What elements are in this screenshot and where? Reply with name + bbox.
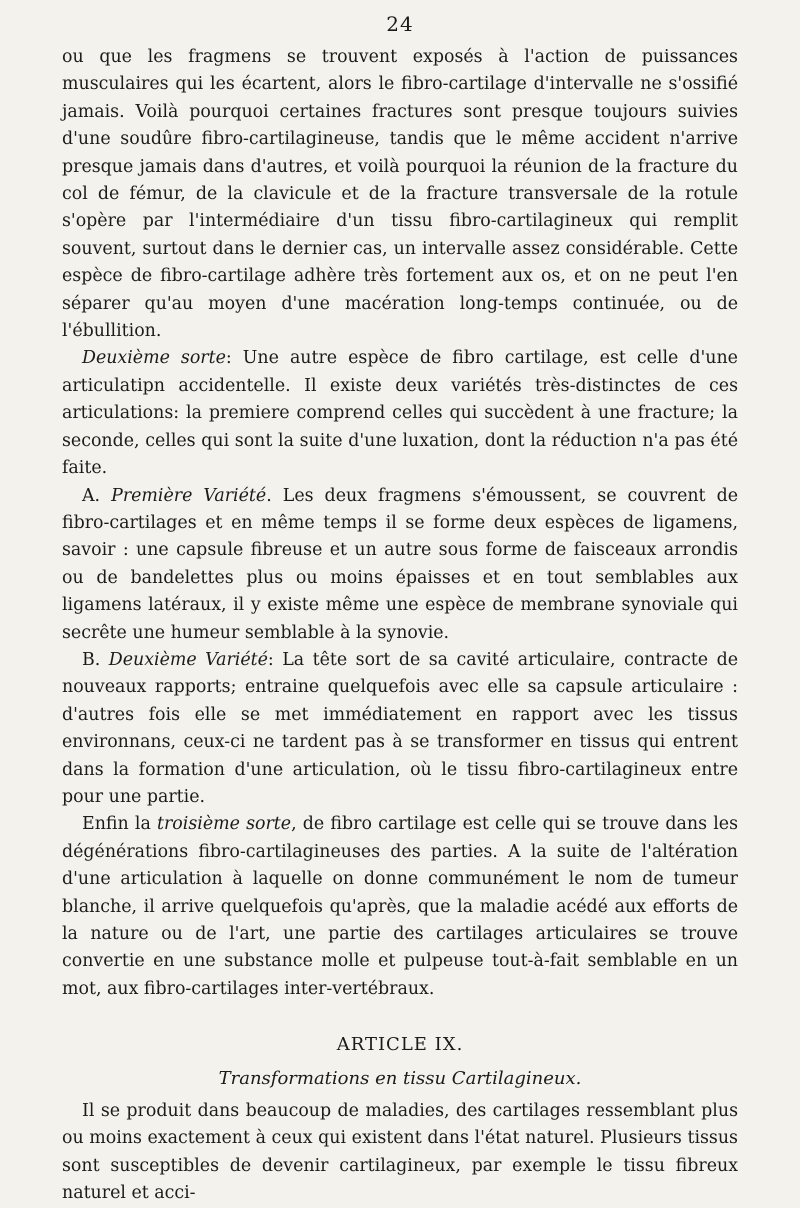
variety-b-prefix: B. (82, 649, 109, 670)
variety-a-text: . Les deux fragmens s'émoussent, se couvrent de fibro-cartilages et en même temps il se forme deux espèces de ligamens, savoir : une capsule fibreuse et un autre sous forme de faisceaux arrondis ou de bandelettes plus ou moins épaisses et en tout semblables aux ligamens latéraux, il y existe même une espèce de membrane synoviale qui secrête une humeur semblable à la synovie. (62, 485, 739, 643)
second-sort-text: : Une autre espèce de fibro cartilage, est celle d'une articulatipn accidentelle. Il existe deux variétés très-distinctes de ces articulations: la premiere comprend celles qui succèdent à une fracture; la seconde, celles qui sont la suite d'une luxation, dont la réduction n'a pas été faite. (62, 348, 738, 479)
paragraph-fracture-union: ou que les fragmens se trouvent exposés à l'action de puissances musculaires qui les écartent, alors le fibro-cartilage d'intervalle ne s'ossifié jamais. Voilà pourquoi certaines fractures sont presque toujours suivies d'une soudûre fibro-cartilagineuse, tandis que le même accident n'arrive presque jamais dans d'autres, et voilà pourquoi la réunion de la fracture du col de fémur, de la clavicule et de la fracture transversale de la rotule s'opère par l'intermédiaire d'un tissu fibro-cartilagineux qui remplit souvent, surtout dans le dernier cas, un intervalle assez considérable. Cette espèce de fibro-cartilage adhère très fortement aux os, et on ne peut l'en séparer qu'au moyen d'une macération long-temps continuée, ou de l'ébullition. (62, 47, 738, 342)
article-subheading: Transformations en tissu Cartilagineux. (218, 1067, 582, 1089)
variety-a-prefix: A. (82, 485, 112, 506)
section-spacer (62, 1003, 738, 1031)
variety-b-text: : La tête sort de sa cavité articulaire, contracte de nouveaux rapports; entraine quelquefois avec elle sa capsule articulaire : d'autres fois elle se met immédiatement en rapport avec les tissus environnans, ceux-ci ne tardent pas à se transformer en tissus qui entrent dans la formation d'une articulation, où le tissu fibro-cartilagineux entre pour une partie. (62, 649, 738, 807)
page-number: 24 (386, 12, 414, 36)
paragraph-third-sort (62, 811, 738, 1003)
second-sort-label: Deuxième sorte (82, 348, 226, 369)
third-sort-prefix: Enfin la (82, 814, 157, 835)
third-sort-text: , de fibro cartilage est celle qui se trouve dans les dégénérations fibro-cartilagineuses des parties. A la suite de l'altération d'une articulation à laquelle on donne communément le nom de tumeur blanche, il arrive quelquefois qu'après, que la maladie acédé aux efforts de la nature ou de l'art, une partie des cartilages articulaires se trouve convertie en une substance molle et pulpeuse tout-à-fait semblable en un mot, aux fibro-cartilages inter-vertébraux. (62, 814, 738, 999)
paragraph-variety-b (62, 647, 738, 811)
variety-b-label: Deuxième Variété (108, 649, 268, 670)
body-text (62, 44, 738, 1208)
third-sort-label: troisième sorte (157, 814, 292, 835)
paragraph-second-sort (62, 345, 738, 482)
paragraph-cartilage-transformation: Il se produit dans beaucoup de maladies, des cartilages ressemblant plus ou moins exactement à ceux qui existent dans l'état naturel. Plusieurs tissus sont susceptibles de devenir cartilagineux, par exemple le tissu fibreux naturel et acci- (62, 1101, 738, 1204)
paragraph-variety-a (62, 483, 738, 647)
variety-a-label: Première Variété (111, 485, 267, 506)
article-heading: ARTICLE IX. (336, 1034, 464, 1056)
